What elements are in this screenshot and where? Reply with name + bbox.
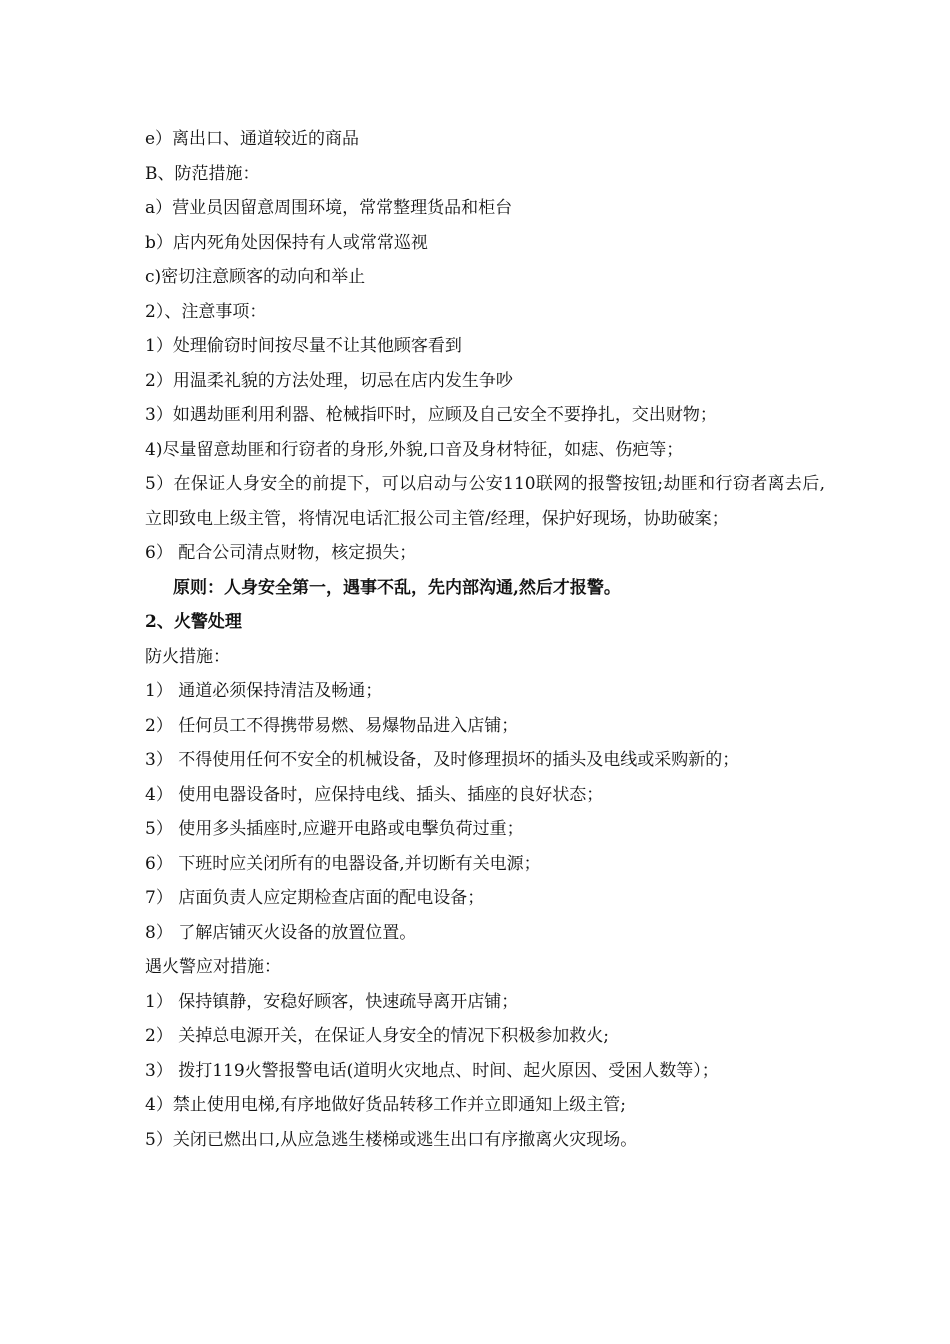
section-heading-fire: 2、火警处理 bbox=[145, 612, 242, 632]
text-line: c)密切注意顾客的动向和举止 bbox=[145, 267, 366, 287]
text-line: 3）如遇劫匪利用利器、枪械指吓时，应顾及自己安全不要挣扎，交出财物； bbox=[145, 405, 717, 425]
text-line: 6） 配合公司清点财物，核定损失； bbox=[145, 543, 417, 563]
section-heading: 2）、注意事项： bbox=[145, 301, 267, 322]
text-line: 4） 使用电器设备时，应保持电线、插头、插座的良好状态； bbox=[145, 784, 604, 805]
section-heading: B、防范措施： bbox=[145, 163, 260, 184]
principle-statement: 原则：人身安全第一，遇事不乱，先内部沟通,然后才报警。 bbox=[173, 577, 621, 598]
text-line: 3） 拨打119火警报警电话(道明火灾地点、时间、起火原因、受困人数等）； bbox=[145, 1060, 719, 1081]
text-line: 8） 了解店铺灭火设备的放置位置。 bbox=[145, 922, 417, 943]
text-line: 5） 使用多头插座时,应避开电路或电擊负荷过重； bbox=[145, 819, 524, 839]
text-line: 2）用温柔礼貌的方法处理，切忌在店内发生争吵 bbox=[145, 370, 513, 391]
text-line: e）离出口、通道较近的商品 bbox=[145, 129, 360, 149]
text-line: 5）关闭已燃出口,从应急逃生楼梯或逃生出口有序撤离火灾现场。 bbox=[145, 1129, 638, 1150]
text-line: 6） 下班时应关闭所有的电器设备,并切断有关电源； bbox=[145, 853, 541, 874]
subsection-heading: 防火措施： bbox=[145, 646, 230, 667]
text-line: 3） 不得使用任何不安全的机械设备，及时修理损坏的插头及电线或采购新的； bbox=[145, 750, 740, 770]
document-body bbox=[145, 122, 825, 1157]
text-paragraph: 5）在保证人身安全的前提下，可以启动与公安110联网的报警按钮;劫匪和行窃者离去后,立即致电上级主管，将情况电话汇报公司主管/经理，保护好现场，协助破案； bbox=[145, 474, 825, 529]
text-line: 2） 关掉总电源开关，在保证人身安全的情况下积极参加救火; bbox=[145, 1026, 609, 1046]
text-line: 1）处理偷窃时间按尽量不让其他顾客看到 bbox=[145, 336, 462, 356]
text-line: 1） 通道必须保持清洁及畅通； bbox=[145, 681, 383, 701]
text-line: 2） 任何员工不得携带易燃、易爆物品进入店铺； bbox=[145, 715, 519, 736]
text-line: a）营业员因留意周围环境，常常整理货品和柜台 bbox=[145, 198, 513, 218]
text-line: 4)尽量留意劫匪和行窃者的身形,外貌,口音及身材特征，如痣、伤疤等； bbox=[145, 439, 684, 460]
text-line: 4）禁止使用电梯,有序地做好货品转移工作并立即通知上级主管; bbox=[145, 1095, 626, 1115]
text-line: 7） 店面负责人应定期检查店面的配电设备； bbox=[145, 888, 485, 908]
text-line: 1） 保持镇静，安稳好顾客，快速疏导离开店铺； bbox=[145, 991, 519, 1012]
text-line: b）店内死角处因保持有人或常常巡视 bbox=[145, 232, 428, 253]
subsection-heading: 遇火警应对措施： bbox=[145, 957, 281, 977]
